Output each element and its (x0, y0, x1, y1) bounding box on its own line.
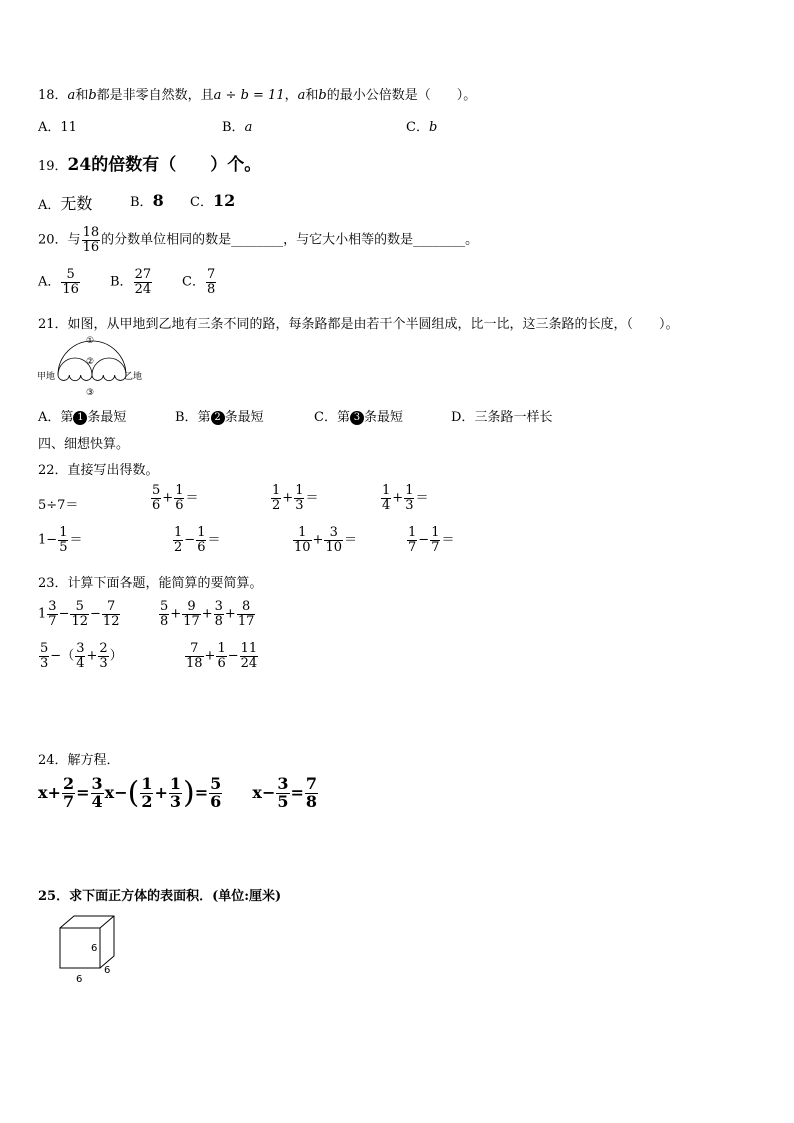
q25-title: 25．求下面正方体的表面积．(单位:厘米) (38, 889, 282, 904)
q22-title: 22．直接写出得数。 (38, 463, 159, 478)
q25-cube (56, 912, 120, 988)
end-label: 乙地 (124, 372, 143, 382)
cube-depth-label: 6 (104, 965, 111, 976)
q19-option-a[interactable]: A．无数 (38, 194, 93, 213)
q19-option-b[interactable]: B．8 (130, 191, 164, 210)
q22-p5: $\frac{1}{2}$ − $\frac{1}{6}$ ＝ (174, 525, 221, 555)
q22-p1: $\frac{5}{6}$ + $\frac{1}{6}$ ＝ (152, 483, 199, 513)
q23-e3: $\frac{5}{3}$ −（ $\frac{3}{4}$ + $\frac{2}{3}$ ） (40, 641, 123, 671)
label-3: ③ (86, 388, 95, 398)
q22-p6: $\frac{1}{10}$ + $\frac{3}{10}$ ＝ (294, 525, 358, 555)
path-3 (58, 375, 126, 381)
start-label: 甲地 (37, 372, 56, 382)
q22-p3: $\frac{1}{4}$ + $\frac{1}{3}$ ＝ (382, 483, 429, 513)
q20-fraction: $\frac{18}{16}$ (82, 225, 100, 255)
q23-title: 23．计算下面各题，能简算的要简算。 (38, 576, 263, 591)
q21-stem: 21．如图，从甲地到乙地有三条不同的路，每条路都是由若干个半圆组成，比一比，这三条路的长度，（ ）。 (38, 317, 679, 332)
q21-option-a[interactable]: A．第 1 条最短 (38, 410, 127, 425)
q19-option-c[interactable]: C．12 (190, 191, 236, 210)
q18-option-b[interactable]: B．a (222, 120, 253, 135)
q21-figure (36, 333, 148, 401)
q23-e4: $\frac{7}{18}$ + $\frac{1}{6}$ − $\frac{11}{24}$ (186, 641, 258, 671)
q23-e1: 1 $\frac{3}{7}$ − $\frac{5}{12}$ − $\frac{7}{12}$ (38, 599, 120, 629)
label-2: ② (86, 357, 95, 367)
q20-option-b[interactable]: B． $\frac{27}{24}$ (110, 267, 152, 297)
q21-option-c[interactable]: C．第 3 条最短 (314, 410, 403, 425)
q21-option-b[interactable]: B．第 2 条最短 (175, 410, 264, 425)
q22-p2: $\frac{1}{2}$ + $\frac{1}{3}$ ＝ (272, 483, 319, 513)
cube-height-label: 6 (91, 943, 98, 954)
q22-p0: 5÷7＝ (38, 498, 79, 513)
q19-stem: 19．24的倍数有（ ）个。 (38, 155, 262, 175)
q22-p7: $\frac{1}{7}$ − $\frac{1}{7}$ ＝ (408, 525, 455, 555)
q23-e2: $\frac{5}{8}$ + $\frac{9}{17}$ + $\frac{3}{8}$ + $\frac{8}{17}$ (160, 599, 255, 629)
q20-stem: 20．与 $\frac{18}{16}$ 的分数单位相同的数是________，与它大小相等的数是________。 (38, 225, 479, 255)
q20-option-a[interactable]: A． $\frac{5}{16}$ (38, 267, 79, 297)
q18-option-c[interactable]: C．b (406, 120, 438, 135)
q24-title: 24．解方程． (38, 753, 120, 768)
label-1: ① (86, 336, 95, 346)
q21-option-d[interactable]: D．三条路一样长 (451, 410, 553, 425)
q20-option-c[interactable]: C． $\frac{7}{8}$ (182, 267, 216, 297)
q18-stem: 18．a和b都是非零自然数，且a ÷ b = 11，a和b的最小公倍数是（ ）。 (38, 88, 477, 103)
q24-equations: x+ $\frac{2}{7}$ = $\frac{3}{4}$ x−( $\frac{1}{2}$ + $\frac{1}{3}$ )= $\frac{5}{6}$ x− $\frac{3}{5}$ = $\frac{7}{8}$ (38, 774, 318, 811)
q22-p4: 1− $\frac{1}{5}$ ＝ (38, 525, 83, 555)
cube-width-label: 6 (76, 974, 83, 985)
q18-option-a[interactable]: A．11 (38, 120, 77, 135)
section-heading: 四、细想快算。 (38, 437, 130, 452)
